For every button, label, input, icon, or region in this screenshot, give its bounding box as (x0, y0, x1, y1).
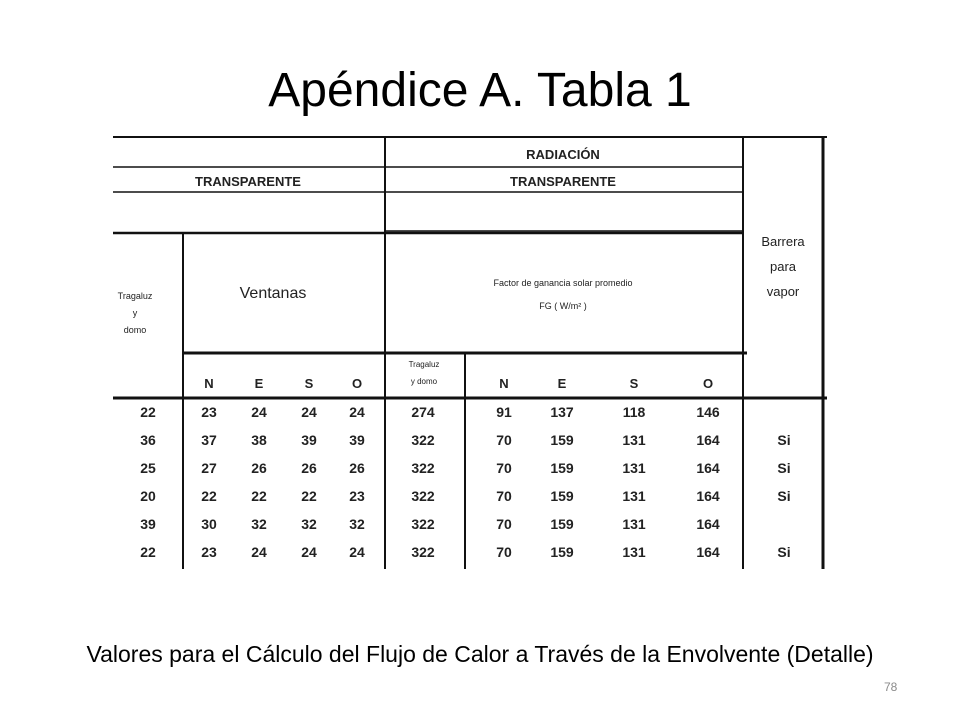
table-cell: 39 (301, 432, 317, 448)
table-cell: 22 (140, 404, 156, 420)
table-cell: 22 (251, 488, 267, 504)
table-cell: 70 (496, 432, 512, 448)
table-cell: 164 (696, 544, 720, 560)
tragaluz-domo-line1: Tragaluz (408, 360, 440, 369)
table-cell: 30 (201, 516, 217, 532)
table-cell: 70 (496, 516, 512, 532)
table-cell: 38 (251, 432, 267, 448)
table-cell: 322 (411, 432, 435, 448)
table-cell: 322 (411, 460, 435, 476)
orientation-headers (204, 376, 713, 391)
slide-caption: Valores para el Cálculo del Flujo de Calor a Través de la Envolvente (Detalle) (86, 641, 874, 667)
table-cell: 164 (696, 516, 720, 532)
table-cell: 26 (301, 460, 317, 476)
barrera-label-line1: Barrera (761, 234, 805, 249)
transparente-left-header: TRANSPARENTE (195, 174, 301, 189)
table-cell: 91 (496, 404, 512, 420)
orientation-header-right: N (499, 376, 509, 391)
heat-flux-table (113, 133, 827, 569)
table-cell: 37 (201, 432, 217, 448)
table-cell: 26 (251, 460, 267, 476)
table-cell: 137 (550, 404, 574, 420)
table-cell: 24 (251, 544, 267, 560)
table-cell: 274 (411, 404, 435, 420)
ventanas-header: Ventanas (239, 285, 307, 302)
table-cell: 24 (349, 544, 365, 560)
factor-ganancia-line1: Factor de ganancia solar promedio (493, 278, 633, 288)
table-cell: 131 (622, 544, 646, 560)
table-cell: 159 (550, 488, 574, 504)
table-cell: 70 (496, 460, 512, 476)
table-cell: 26 (349, 460, 365, 476)
table-cell: 36 (140, 432, 156, 448)
table-cell: 23 (349, 488, 365, 504)
transparente-right-header: TRANSPARENTE (510, 174, 616, 189)
table-cell: 322 (411, 516, 435, 532)
factor-ganancia-line2: FG ( W/m² ) (539, 301, 587, 311)
table-cell: 23 (201, 404, 217, 420)
table-cell: 164 (696, 488, 720, 504)
table-cell: 24 (301, 404, 317, 420)
page-number: 78 (884, 680, 898, 694)
table-cell: 39 (349, 432, 365, 448)
tragaluz-label-line3: domo (123, 325, 147, 335)
table-cell: 39 (140, 516, 156, 532)
table-row (140, 404, 720, 420)
table-cell: 22 (201, 488, 217, 504)
table-cell: 32 (301, 516, 317, 532)
table-cell: 32 (251, 516, 267, 532)
orientation-header-left: S (304, 376, 314, 391)
table-cell: 32 (349, 516, 365, 532)
table-cell: 25 (140, 460, 156, 476)
table-cell: 131 (622, 432, 646, 448)
tragaluz-label-line2: y (132, 308, 138, 318)
table-cell: 159 (550, 544, 574, 560)
radiacion-header: RADIACIÓN (526, 147, 600, 162)
table-row (140, 516, 720, 532)
table-cell: 131 (622, 488, 646, 504)
orientation-header-left: O (351, 376, 363, 391)
barrera-label-line2: para (769, 259, 797, 274)
orientation-header-right: S (629, 376, 639, 391)
orientation-header-left: N (204, 376, 214, 391)
table-cell: 22 (301, 488, 317, 504)
table-cell: 164 (696, 432, 720, 448)
table-cell: 20 (140, 488, 156, 504)
table-cell: 22 (140, 544, 156, 560)
tragaluz-label-line1: Tragaluz (117, 291, 153, 301)
table-cell: Si (777, 460, 791, 476)
table-cell: 159 (550, 432, 574, 448)
orientation-header-right: E (557, 376, 567, 391)
table-cell: 146 (696, 404, 720, 420)
table-cell: 27 (201, 460, 217, 476)
table-cell: 159 (550, 460, 574, 476)
table-cell: 118 (622, 404, 646, 420)
tragaluz-domo-line2: y domo (410, 377, 438, 386)
barrera-label-line3: vapor (766, 284, 800, 299)
table-image (113, 133, 827, 569)
table-cell: 164 (696, 460, 720, 476)
table-cell: 24 (301, 544, 317, 560)
table-cell: 23 (201, 544, 217, 560)
table-cell: 159 (550, 516, 574, 532)
slide-title: Apéndice A. Tabla 1 (268, 64, 692, 117)
table-cell: 322 (411, 544, 435, 560)
table-cell: Si (777, 432, 791, 448)
table-cell: 322 (411, 488, 435, 504)
table-cell: 131 (622, 516, 646, 532)
table-cell: 70 (496, 488, 512, 504)
orientation-header-right: O (702, 376, 714, 391)
table-cell: Si (777, 544, 791, 560)
table-cell: 70 (496, 544, 512, 560)
table-cell: 24 (251, 404, 267, 420)
table-cell: 24 (349, 404, 365, 420)
table-cell: Si (777, 488, 791, 504)
orientation-header-left: E (254, 376, 264, 391)
table-cell: 131 (622, 460, 646, 476)
